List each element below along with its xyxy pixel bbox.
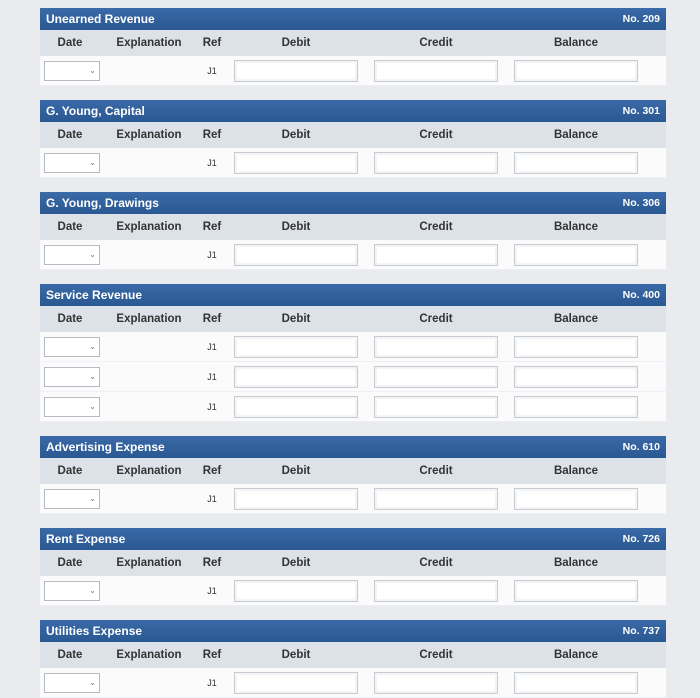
balance-input[interactable]: [514, 396, 638, 418]
ref-cell: J1: [207, 371, 217, 382]
column-header-balance: Balance: [553, 313, 599, 325]
account-name: Advertising Expense: [46, 440, 165, 454]
column-header-credit: Credit: [419, 221, 453, 233]
credit-input[interactable]: [374, 366, 498, 388]
chevron-down-icon: ⌄: [89, 250, 96, 259]
chevron-down-icon: ⌄: [89, 66, 96, 75]
ledger-account: [40, 528, 666, 606]
ref-cell: J1: [207, 249, 217, 260]
ledger-account: [40, 8, 666, 86]
column-header-explanation: Explanation: [116, 37, 182, 49]
column-header-date: Date: [57, 465, 83, 477]
column-header-date: Date: [57, 557, 83, 569]
account-number: No. 726: [622, 533, 660, 545]
account-header: [40, 436, 666, 458]
chevron-down-icon: ⌄: [89, 678, 96, 687]
credit-input[interactable]: [374, 60, 498, 82]
column-headers: [40, 214, 666, 240]
column-header-ref: Ref: [202, 313, 222, 325]
column-header-ref: Ref: [202, 37, 222, 49]
ref-cell: J1: [207, 401, 217, 412]
account-number: No. 301: [622, 105, 660, 117]
account-name: G. Young, Capital: [46, 104, 145, 118]
column-header-debit: Debit: [281, 649, 311, 661]
column-header-ref: Ref: [202, 221, 222, 233]
balance-input[interactable]: [514, 244, 638, 266]
ledger-account: [40, 436, 666, 514]
date-select[interactable]: [44, 153, 100, 173]
column-headers: [40, 642, 666, 668]
ref-cell: J1: [207, 585, 217, 596]
ledger-row: [40, 148, 666, 178]
balance-input[interactable]: [514, 366, 638, 388]
ledger-row: [40, 484, 666, 514]
balance-input[interactable]: [514, 152, 638, 174]
date-select[interactable]: [44, 245, 100, 265]
ref-cell: J1: [207, 341, 217, 352]
debit-input[interactable]: [234, 488, 358, 510]
credit-input[interactable]: [374, 580, 498, 602]
column-header-debit: Debit: [281, 37, 311, 49]
chevron-down-icon: ⌄: [89, 372, 96, 381]
column-header-credit: Credit: [419, 465, 453, 477]
column-header-date: Date: [57, 221, 83, 233]
debit-input[interactable]: [234, 244, 358, 266]
column-headers: [40, 30, 666, 56]
account-header: [40, 100, 666, 122]
column-header-ref: Ref: [202, 465, 222, 477]
date-select[interactable]: [44, 489, 100, 509]
ledger-row: [40, 56, 666, 86]
account-name: Utilities Expense: [46, 624, 143, 638]
account-header: [40, 620, 666, 642]
column-header-balance: Balance: [553, 465, 599, 477]
account-number: No. 306: [622, 197, 660, 209]
balance-input[interactable]: [514, 60, 638, 82]
column-header-credit: Credit: [419, 557, 453, 569]
column-header-date: Date: [57, 649, 83, 661]
column-header-explanation: Explanation: [116, 649, 182, 661]
debit-input[interactable]: [234, 366, 358, 388]
account-number: No. 737: [622, 625, 660, 637]
chevron-down-icon: ⌄: [89, 342, 96, 351]
account-number: No. 400: [622, 289, 660, 301]
column-headers: [40, 306, 666, 332]
date-select[interactable]: [44, 397, 100, 417]
ref-cell: J1: [207, 677, 217, 688]
column-header-balance: Balance: [553, 129, 599, 141]
column-header-debit: Debit: [281, 313, 311, 325]
column-header-explanation: Explanation: [116, 221, 182, 233]
balance-input[interactable]: [514, 336, 638, 358]
debit-input[interactable]: [234, 60, 358, 82]
column-headers: [40, 122, 666, 148]
account-header: [40, 528, 666, 550]
account-header: [40, 192, 666, 214]
column-headers: [40, 550, 666, 576]
chevron-down-icon: ⌄: [89, 494, 96, 503]
ledger-account: [40, 620, 666, 698]
column-header-debit: Debit: [281, 221, 311, 233]
account-name: Rent Expense: [46, 532, 126, 546]
column-header-debit: Debit: [281, 465, 311, 477]
ledger-row: [40, 392, 666, 422]
chevron-down-icon: ⌄: [89, 586, 96, 595]
column-header-credit: Credit: [419, 37, 453, 49]
account-name: Unearned Revenue: [46, 12, 155, 26]
column-header-ref: Ref: [202, 129, 222, 141]
ledger-row: [40, 362, 666, 392]
ledger-account: [40, 100, 666, 178]
column-header-explanation: Explanation: [116, 557, 182, 569]
column-header-debit: Debit: [281, 557, 311, 569]
column-header-date: Date: [57, 37, 83, 49]
credit-input[interactable]: [374, 336, 498, 358]
column-header-ref: Ref: [202, 649, 222, 661]
column-header-explanation: Explanation: [116, 465, 182, 477]
ledger-row: [40, 332, 666, 362]
column-header-ref: Ref: [202, 557, 222, 569]
date-select[interactable]: [44, 337, 100, 357]
ledger-row: [40, 240, 666, 270]
column-headers: [40, 458, 666, 484]
column-header-explanation: Explanation: [116, 129, 182, 141]
debit-input[interactable]: [234, 396, 358, 418]
debit-input[interactable]: [234, 580, 358, 602]
column-header-credit: Credit: [419, 129, 453, 141]
ref-cell: J1: [207, 65, 217, 76]
debit-input[interactable]: [234, 336, 358, 358]
account-header: [40, 284, 666, 306]
date-select[interactable]: [44, 581, 100, 601]
balance-input[interactable]: [514, 580, 638, 602]
credit-input[interactable]: [374, 244, 498, 266]
chevron-down-icon: ⌄: [89, 402, 96, 411]
column-header-debit: Debit: [281, 129, 311, 141]
column-header-date: Date: [57, 313, 83, 325]
column-header-credit: Credit: [419, 313, 453, 325]
date-select[interactable]: [44, 61, 100, 81]
ref-cell: J1: [207, 493, 217, 504]
chevron-down-icon: ⌄: [89, 158, 96, 167]
column-header-balance: Balance: [553, 557, 599, 569]
column-header-balance: Balance: [553, 37, 599, 49]
column-header-credit: Credit: [419, 649, 453, 661]
column-header-balance: Balance: [553, 649, 599, 661]
account-name: Service Revenue: [46, 288, 143, 302]
credit-input[interactable]: [374, 152, 498, 174]
ledger-account: [40, 192, 666, 270]
date-select[interactable]: [44, 367, 100, 387]
ledger-row: [40, 576, 666, 606]
column-header-explanation: Explanation: [116, 313, 182, 325]
debit-input[interactable]: [234, 152, 358, 174]
credit-input[interactable]: [374, 488, 498, 510]
account-number: No. 610: [622, 441, 660, 453]
account-header: [40, 8, 666, 30]
ref-cell: J1: [207, 157, 217, 168]
credit-input[interactable]: [374, 396, 498, 418]
account-number: No. 209: [622, 13, 660, 25]
ledger-account: [40, 284, 666, 422]
balance-input[interactable]: [514, 488, 638, 510]
column-header-balance: Balance: [553, 221, 599, 233]
ledger-row: [40, 668, 666, 698]
column-header-date: Date: [57, 129, 83, 141]
account-name: G. Young, Drawings: [46, 196, 159, 210]
